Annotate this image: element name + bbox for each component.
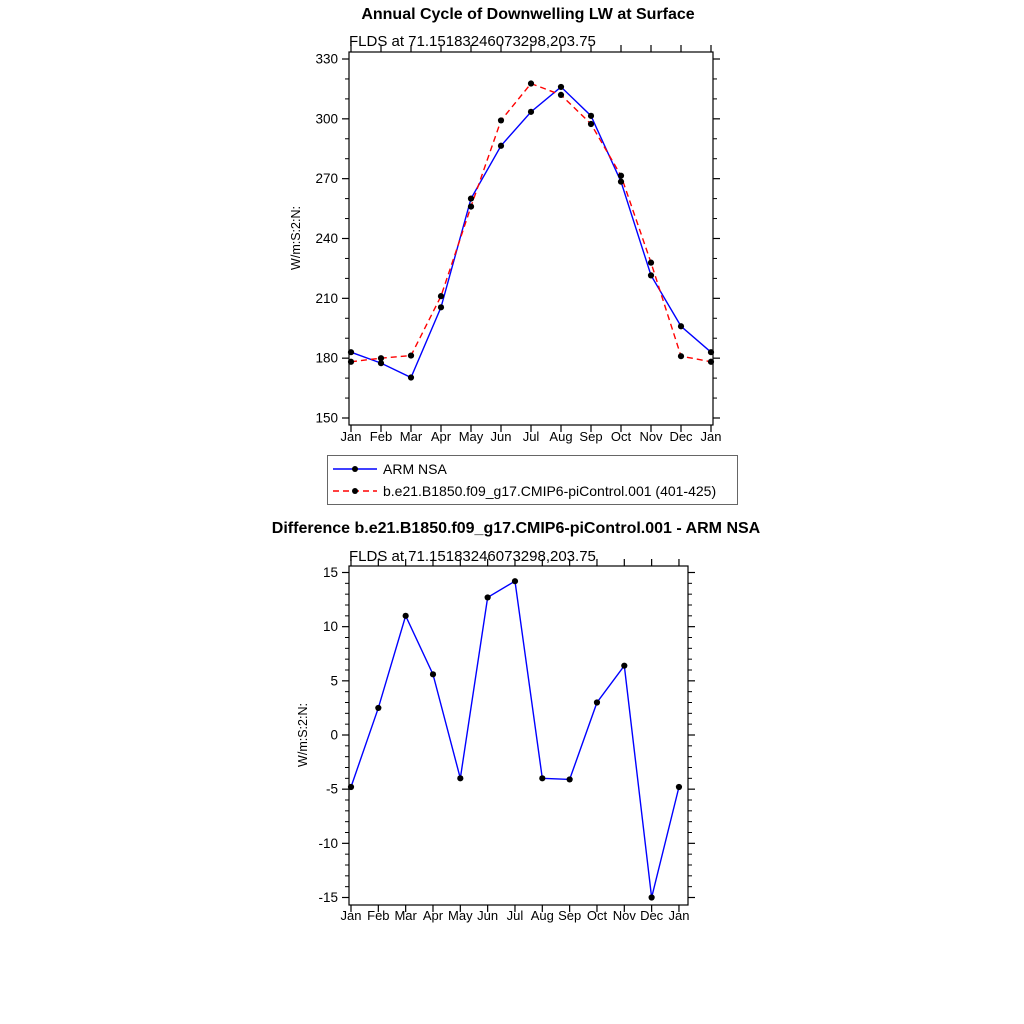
x-tick-label: May — [448, 908, 473, 923]
data-point — [618, 173, 624, 179]
bottom-chart-y-axis-label: W/m:S:2:N: — [296, 703, 310, 767]
y-tick-label: 270 — [315, 171, 338, 187]
top-chart-subtitle: FLDS at 71.15183246073298,203.75 — [349, 33, 596, 50]
data-point — [468, 196, 474, 202]
data-point — [528, 109, 534, 115]
x-tick-label: Sep — [558, 908, 582, 923]
dot-marker-icon — [352, 488, 358, 494]
x-tick-label: Dec — [669, 429, 693, 444]
data-point — [588, 113, 594, 119]
x-tick-label: Feb — [367, 908, 390, 923]
y-tick-label: 5 — [330, 673, 338, 689]
legend-sample-model — [332, 485, 378, 497]
x-tick-label: Dec — [640, 908, 664, 923]
x-tick-label: Sep — [579, 429, 603, 444]
x-tick-label: Nov — [639, 429, 663, 444]
data-point — [708, 359, 714, 365]
data-point — [594, 699, 600, 705]
y-tick-label: 0 — [330, 727, 338, 743]
data-point — [558, 84, 564, 90]
legend-sample-arm-nsa — [332, 463, 378, 475]
x-tick-label: Jan — [340, 908, 362, 923]
data-point — [539, 775, 545, 781]
x-tick-label: Jan — [668, 908, 690, 923]
x-tick-label: Oct — [586, 908, 608, 923]
data-point — [403, 613, 409, 619]
data-point — [678, 353, 684, 359]
y-tick-label: 10 — [322, 619, 338, 635]
x-tick-label: Mar — [394, 908, 417, 923]
y-tick-label: 210 — [315, 290, 338, 306]
data-point — [588, 121, 594, 127]
x-tick-label: Jun — [490, 429, 512, 444]
top-chart-y-axis-label: W/m:S:2:N: — [289, 206, 303, 270]
y-tick-label: -10 — [318, 835, 338, 851]
x-axis — [341, 45, 722, 444]
top-chart-title: Annual Cycle of Downwelling LW at Surface — [361, 6, 695, 23]
data-point — [375, 705, 381, 711]
x-tick-label: Jul — [506, 908, 524, 923]
data-point — [567, 776, 573, 782]
data-point — [408, 374, 414, 380]
data-point — [618, 179, 624, 185]
data-point — [457, 775, 463, 781]
x-tick-label: Feb — [369, 429, 393, 444]
y-tick-label: 15 — [322, 565, 338, 580]
series-line — [351, 581, 679, 897]
top-chart-plot — [315, 45, 721, 444]
y-tick-label: -5 — [325, 781, 338, 797]
series-line — [351, 84, 711, 362]
data-point — [348, 359, 354, 365]
x-tick-label: May — [458, 429, 484, 444]
data-point — [438, 304, 444, 310]
data-point — [408, 352, 414, 358]
plot-frame — [349, 52, 713, 425]
y-tick-label: 150 — [315, 410, 338, 426]
x-axis — [341, 559, 690, 923]
data-point — [438, 293, 444, 299]
legend-item-model — [332, 480, 733, 502]
y-tick-label: -15 — [318, 890, 338, 905]
plot-frame — [349, 566, 688, 905]
data-point — [378, 355, 384, 361]
data-point — [649, 894, 655, 900]
data-point — [348, 784, 354, 790]
y-tick-label: 240 — [315, 231, 338, 246]
data-point — [485, 594, 491, 600]
data-point — [348, 349, 354, 355]
x-tick-label: Apr — [422, 908, 444, 923]
legend — [327, 455, 738, 505]
x-tick-label: Nov — [612, 908, 636, 923]
data-point — [648, 272, 654, 278]
bottom-chart-title: Difference b.e21.B1850.f09_g17.CMIP6-piControl.001 - ARM NSA — [271, 520, 761, 537]
data-point — [528, 80, 534, 86]
data-point — [676, 784, 682, 790]
legend-item-arm-nsa — [332, 458, 733, 480]
x-tick-label: Jul — [522, 429, 540, 444]
x-tick-label: Jan — [700, 429, 722, 444]
x-tick-label: Aug — [549, 429, 573, 444]
bottom-chart-subtitle: FLDS at 71.15183246073298,203.75 — [349, 548, 596, 565]
y-tick-label: 180 — [315, 350, 338, 366]
x-tick-label: Jun — [477, 908, 499, 923]
data-point — [621, 663, 627, 669]
y-tick-label: 330 — [315, 51, 338, 67]
data-point — [498, 143, 504, 149]
dot-marker-icon — [352, 466, 358, 472]
bottom-chart-plot — [318, 559, 695, 923]
x-tick-label: Aug — [530, 908, 554, 923]
data-point — [430, 671, 436, 677]
data-point — [512, 578, 518, 584]
data-point — [708, 349, 714, 355]
data-point — [498, 117, 504, 123]
legend-label-arm-nsa: ARM NSA — [383, 460, 447, 477]
y-tick-label: 300 — [315, 111, 338, 127]
data-point — [648, 260, 654, 266]
y-axis — [318, 565, 695, 905]
data-point — [558, 92, 564, 98]
data-point — [678, 323, 684, 329]
data-point — [468, 203, 474, 209]
x-tick-label: Oct — [610, 429, 632, 444]
legend-label-model: b.e21.B1850.f09_g17.CMIP6-piControl.001 (401-425) — [383, 483, 717, 500]
y-axis — [315, 52, 720, 426]
x-tick-label: Apr — [430, 429, 452, 444]
x-tick-label: Mar — [399, 429, 423, 444]
x-tick-label: Jan — [340, 429, 362, 444]
series-line — [351, 87, 711, 378]
